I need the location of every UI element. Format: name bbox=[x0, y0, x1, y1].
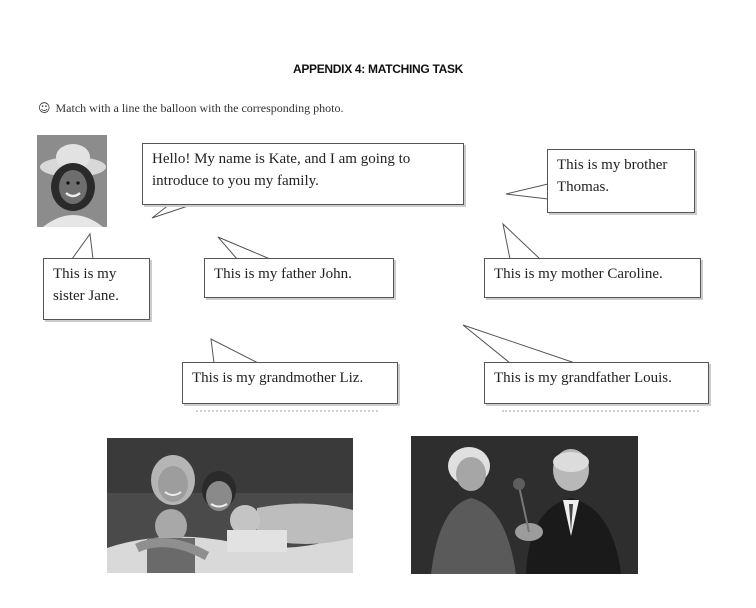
louis-balloon-tail bbox=[463, 325, 575, 363]
smiley-icon: ☺ bbox=[38, 101, 51, 115]
girl-portrait-photo bbox=[37, 135, 107, 227]
balloon-kate: Hello! My name is Kate, and I am going to introduce to you my family. bbox=[142, 143, 464, 205]
instruction-text: Match with a line the balloon with the corresponding photo. bbox=[55, 101, 344, 115]
grandparents-photo bbox=[411, 436, 638, 574]
liz-balloon-tail bbox=[211, 339, 258, 363]
page-title: APPENDIX 4: MATCHING TASK bbox=[292, 62, 464, 76]
balloon-john: This is my father John. bbox=[204, 258, 394, 298]
balloon-jane: This is my sister Jane. bbox=[43, 258, 150, 320]
dotted-divider-right bbox=[502, 410, 699, 414]
john-balloon-tail bbox=[218, 237, 270, 259]
kate-balloon-tail bbox=[152, 204, 194, 218]
dotted-divider-left bbox=[196, 410, 378, 414]
balloon-liz: This is my grandmother Liz. bbox=[182, 362, 398, 404]
thomas-balloon-tail bbox=[506, 184, 548, 199]
balloon-caroline: This is my mother Caroline. bbox=[484, 258, 701, 298]
balloon-thomas: This is my brother Thomas. bbox=[547, 149, 695, 213]
jane-balloon-tail bbox=[72, 234, 93, 259]
caroline-balloon-tail bbox=[503, 224, 540, 259]
family-group-photo bbox=[107, 438, 353, 573]
balloon-louis: This is my grandfather Louis. bbox=[484, 362, 709, 404]
